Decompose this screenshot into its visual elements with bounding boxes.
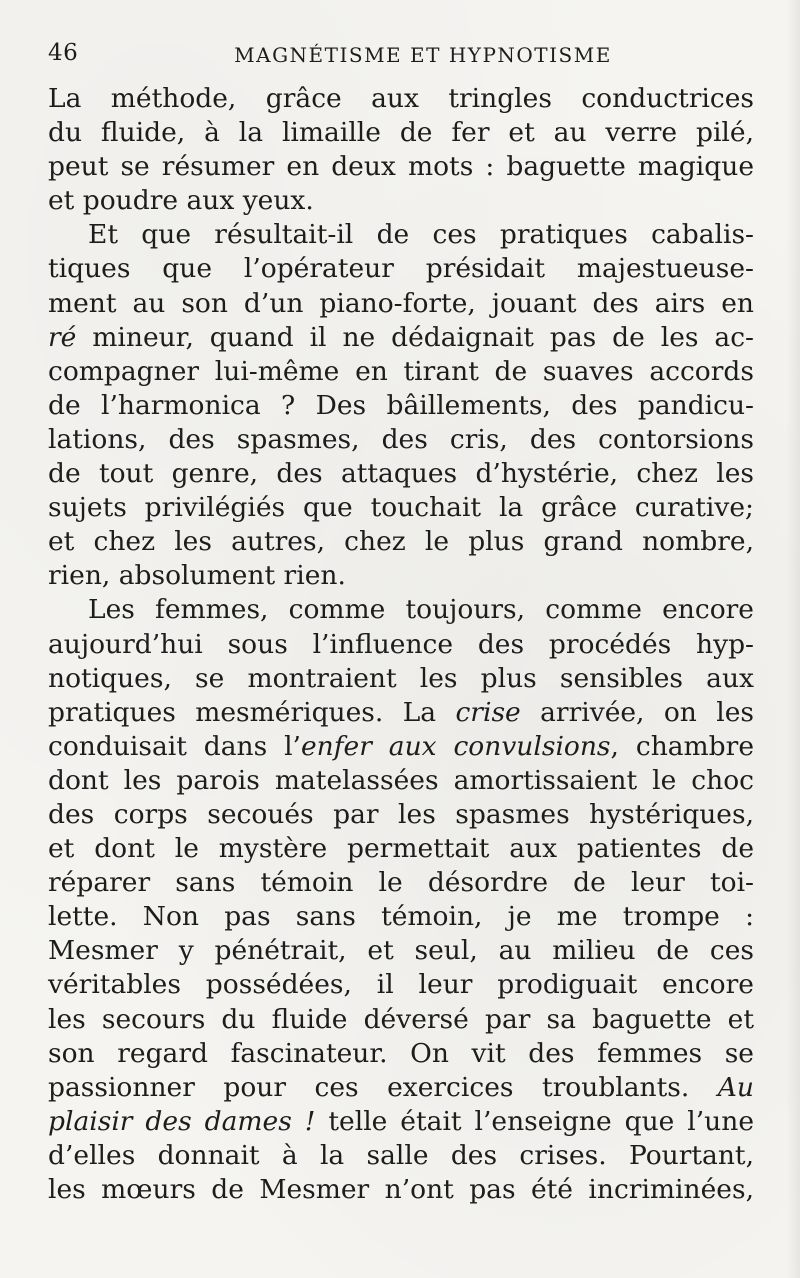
- text-line: et poudre aux yeux.: [48, 185, 314, 217]
- text-line: [48, 321, 754, 355]
- text-line: [48, 1071, 754, 1105]
- italic-word: Au: [717, 1071, 754, 1103]
- text-segment: passionner pour ces exercices troublants.: [48, 1071, 718, 1103]
- text-line: [48, 1105, 754, 1139]
- text-line: [48, 730, 754, 764]
- text-line: compagner lui-même en tirant de suaves accords: [48, 355, 754, 387]
- text-line: et dont le mystère permettait aux patientes de: [48, 833, 754, 865]
- text-line: lette. Non pas sans témoin, je me trompe :: [48, 901, 754, 933]
- italic-phrase: plaisir des dames !: [48, 1105, 316, 1137]
- text-line: tiques que l’opérateur présidait majestueuse-: [48, 253, 754, 285]
- page-header: [48, 40, 754, 72]
- running-title: MAGNÉTISME ET HYPNOTISME: [234, 43, 612, 67]
- text-line: ment au son d’un piano-forte, jouant des airs en: [48, 287, 754, 319]
- italic-word: ré: [48, 321, 77, 353]
- text-segment: , chambre: [610, 730, 755, 762]
- text-line: du fluide, à la limaille de fer et au verre pilé,: [48, 117, 754, 149]
- text-line: notiques, se montraient les plus sensibles aux: [48, 662, 754, 694]
- text-line: dont les parois matelassées amortissaient le choc: [48, 764, 754, 796]
- text-line: les mœurs de Mesmer n’ont pas été incriminées,: [48, 1174, 754, 1205]
- text-line: et chez les autres, chez le plus grand nombre,: [48, 526, 754, 558]
- page-number: 46: [48, 40, 79, 66]
- text-line: réparer sans témoin le désordre de leur toi-: [48, 867, 754, 899]
- text-segment: telle était l’enseigne que l’une: [315, 1105, 755, 1137]
- text-line: véritables possédées, il leur prodiguait encore: [48, 969, 754, 1001]
- text-line: peut se résumer en deux mots : baguette magique: [48, 151, 754, 183]
- text-segment: mineur, quand il ne dédaignait pas de les ac-: [76, 321, 754, 353]
- italic-phrase: enfer aux convulsions: [300, 730, 611, 762]
- text-line: Mesmer y pénétrait, et seul, au milieu de ces: [48, 935, 754, 967]
- page-edge-shadow: [786, 0, 800, 1278]
- text-line: d’elles donnait à la salle des crises. Pourtant,: [48, 1139, 754, 1171]
- text-line: les secours du fluide déversé par sa baguette et: [48, 1003, 754, 1035]
- text-line: Et que résultait-il de ces pratiques cabalis-: [88, 219, 754, 251]
- text-line: lations, des spasmes, des cris, des contorsions: [48, 423, 754, 455]
- text-line: des corps secoués par les spasmes hystériques,: [48, 798, 754, 830]
- text-line: son regard fascinateur. On vit des femmes se: [48, 1037, 754, 1069]
- text-line: de l’harmonica ? Des bâillements, des pandicu-: [48, 389, 754, 421]
- text-line: sujets privilégiés que touchait la grâce curative;: [48, 492, 754, 524]
- text-segment: arrivée, on les: [520, 696, 754, 728]
- text-segment: conduisait dans l’: [48, 730, 301, 762]
- text-line: aujourd’hui sous l’influence des procédés hyp-: [48, 628, 754, 660]
- italic-word: crise: [455, 696, 521, 728]
- body-text: [48, 82, 754, 1207]
- text-line: rien, absolument rien.: [48, 560, 346, 592]
- text-line: [48, 696, 754, 730]
- text-line: La méthode, grâce aux tringles conductrices: [48, 83, 754, 114]
- text-line: Les femmes, comme toujours, comme encore: [88, 594, 754, 626]
- text-line: de tout genre, des attaques d’hystérie, chez les: [48, 458, 754, 490]
- text-segment: pratiques mesmériques. La: [48, 696, 456, 728]
